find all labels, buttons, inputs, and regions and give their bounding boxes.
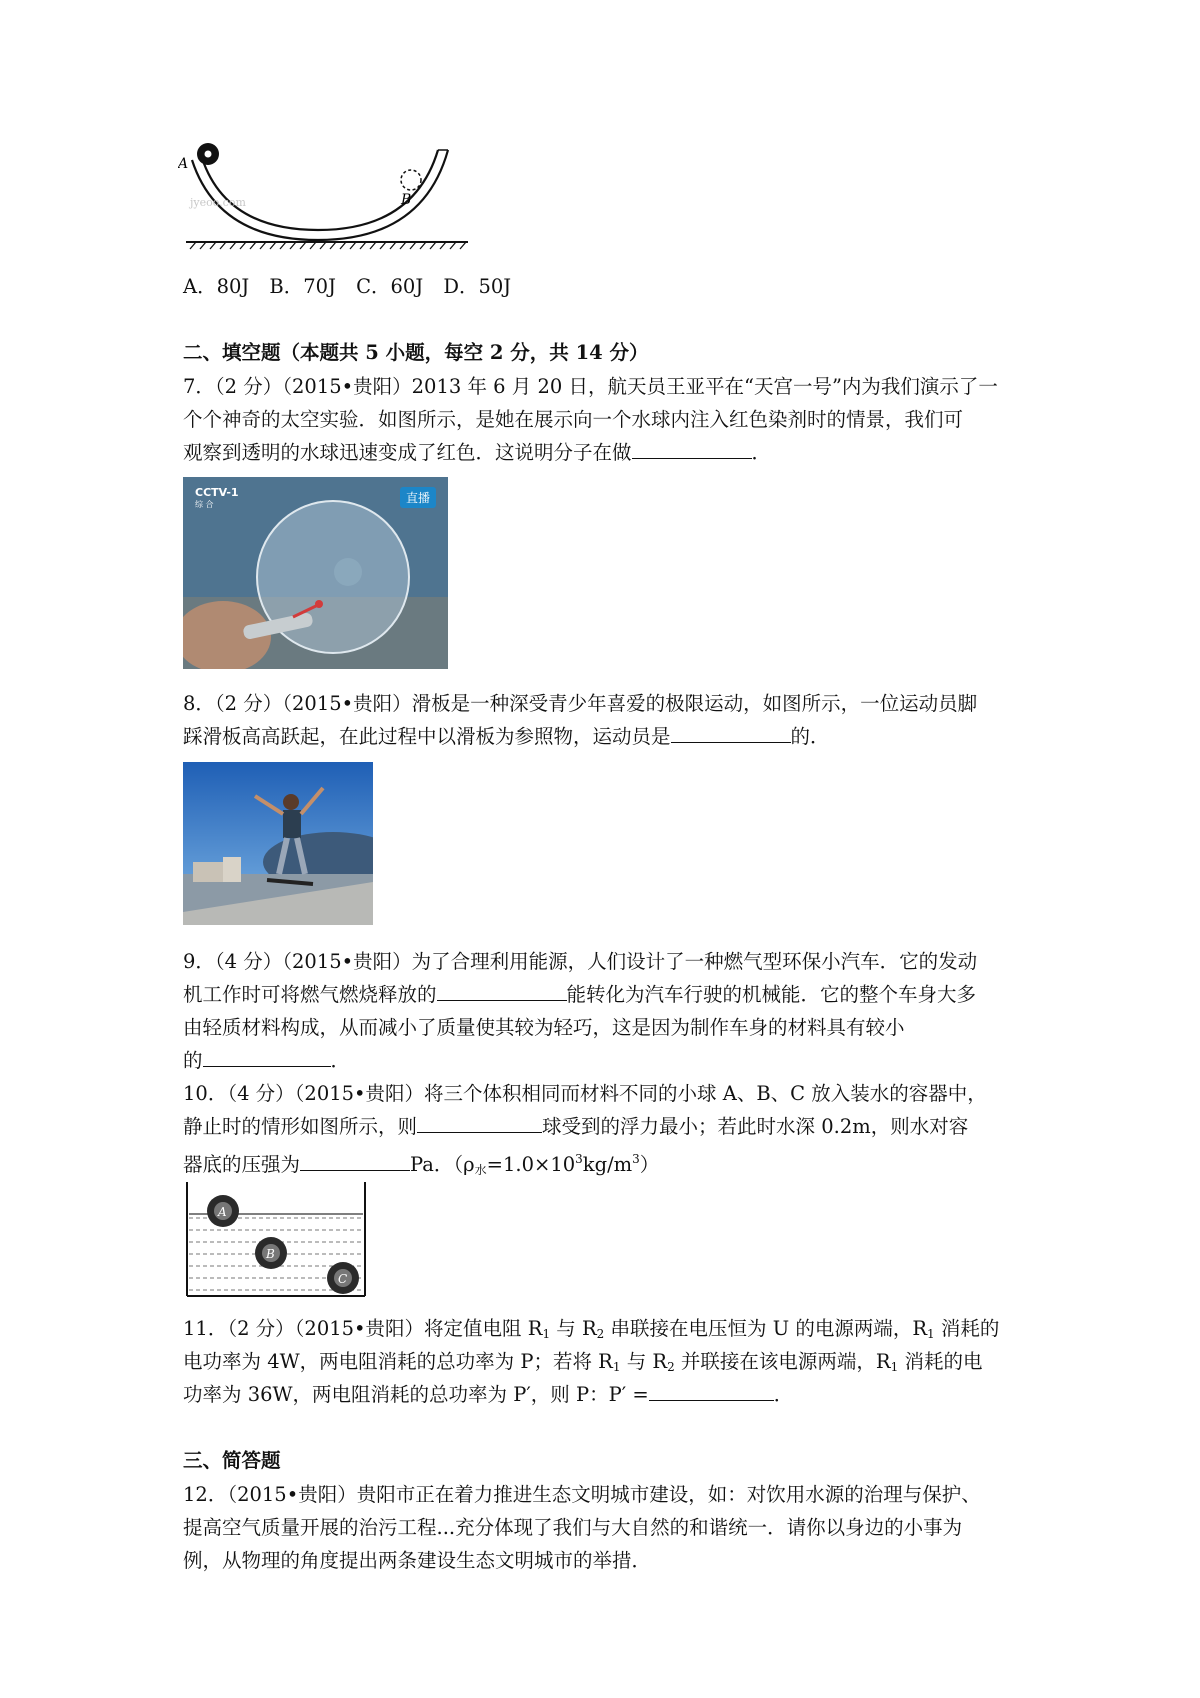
q12-line1: 12．（2015•贵阳）贵阳市正在着力推进生态文明城市建设，如：对饮用水源的治理与保护、 — [183, 1483, 981, 1506]
q9-answer-blank-2[interactable] — [203, 1044, 331, 1067]
q11-answer-blank[interactable] — [649, 1378, 774, 1401]
q6-options — [183, 270, 525, 303]
q11-line1: 11．（2 分）（2015•贵阳）将定值电阻 $R_1$ 与 $R_2$ 串联接在电压恒为 U 的电源两端，$R_1$ 消耗的 — [183, 1317, 1000, 1341]
q8-line1: 8．（2 分）（2015•贵阳）滑板是一种深受青少年喜爱的极限运动，如图所示，一位运动员脚 — [183, 692, 978, 715]
q10-answer-blank-1[interactable] — [417, 1110, 542, 1133]
ball-b-dashed — [401, 170, 421, 190]
q8-answer-blank[interactable] — [671, 720, 791, 743]
q11-line2: 电功率为 4W，两电阻消耗的总功率为 P；若将 $R_1$ 与 $R_2$ 并联接在该电源两端，$R_1$ 消耗的电 — [183, 1350, 983, 1374]
q9-line2: 机工作时可将燃气燃烧释放的 能转化为汽车行驶的机械能．它的整个车身大多 — [183, 978, 976, 1011]
q12-line2: 提高空气质量开展的治污工程...充分体现了我们与大自然的和谐统一．请你以身边的小事为 — [183, 1516, 963, 1539]
q12-line3: 例，从物理的角度提出两条建设生态文明城市的举措． — [183, 1549, 652, 1572]
option-c[interactable]: C．60J — [356, 275, 424, 298]
svg-text:B: B — [266, 1247, 275, 1261]
q10-line2: 静止时的情形如图所示，则 球受到的浮力最小；若此时水深 0.2m，则水对容 — [183, 1110, 968, 1143]
q9-line3: 由轻质材料构成，从而减小了质量使其较为轻巧，这是因为制作车身的材料具有较小 — [183, 1016, 905, 1039]
q9-line4: 的 ． — [183, 1044, 350, 1077]
q7-photo — [183, 477, 448, 669]
q7-line2: 个个神奇的太空实验．如图所示，是她在展示向一个水球内注入红色染剂时的情景，我们可 — [183, 408, 964, 431]
q10-container-figure — [183, 1178, 373, 1300]
section2-title: 二、填空题（本题共 5 小题，每空 2 分，共 14 分） — [183, 341, 649, 364]
svg-text:A: A — [218, 1205, 227, 1219]
halfpipe-figure — [178, 138, 478, 250]
q11-line3: 功率为 36W，两电阻消耗的总功率为 P′，则 P：P′ = ． — [183, 1378, 793, 1411]
q10-line3: 器底的压强为 Pa．（ρ水$=1.0\times 10^3kg/m^3$） — [183, 1143, 659, 1187]
live-badge: 直播 — [400, 487, 436, 508]
q8-photo — [183, 762, 373, 925]
q7-answer-blank[interactable] — [632, 436, 752, 459]
option-d[interactable]: D．50J — [443, 275, 512, 298]
cctv-logo: CCTV-1 综 合 — [195, 486, 239, 509]
q7-line1: 7．（2 分）（2015•贵阳）2013 年 6 月 20 日，航天员王亚平在“天宫一号”内为我们演示了一 — [183, 375, 998, 398]
option-a[interactable]: A．80J — [183, 275, 250, 298]
q8-line2: 踩滑板高高跃起，在此过程中以滑板为参照物，运动员是 的． — [183, 720, 830, 753]
section3-title: 三、简答题 — [183, 1449, 281, 1472]
q7-line3: 观察到透明的水球迅速变成了红色．这说明分子在做 ． — [183, 436, 771, 469]
q10-line1: 10．（4 分）（2015•贵阳）将三个体积相同而材料不同的小球 A、B、C 放入装水的容器中， — [183, 1082, 987, 1105]
watermark: jyeoo.com — [190, 196, 246, 209]
q10-answer-blank-2[interactable] — [300, 1148, 410, 1171]
label-b: B — [401, 192, 412, 208]
option-b[interactable]: B．70J — [269, 275, 336, 298]
label-a: A — [178, 156, 189, 172]
svg-text:C: C — [338, 1272, 348, 1286]
q9-answer-blank-1[interactable] — [437, 978, 567, 1001]
q9-line1: 9．（4 分）（2015•贵阳）为了合理利用能源，人们设计了一种燃气型环保小汽车．它的发动 — [183, 950, 978, 973]
